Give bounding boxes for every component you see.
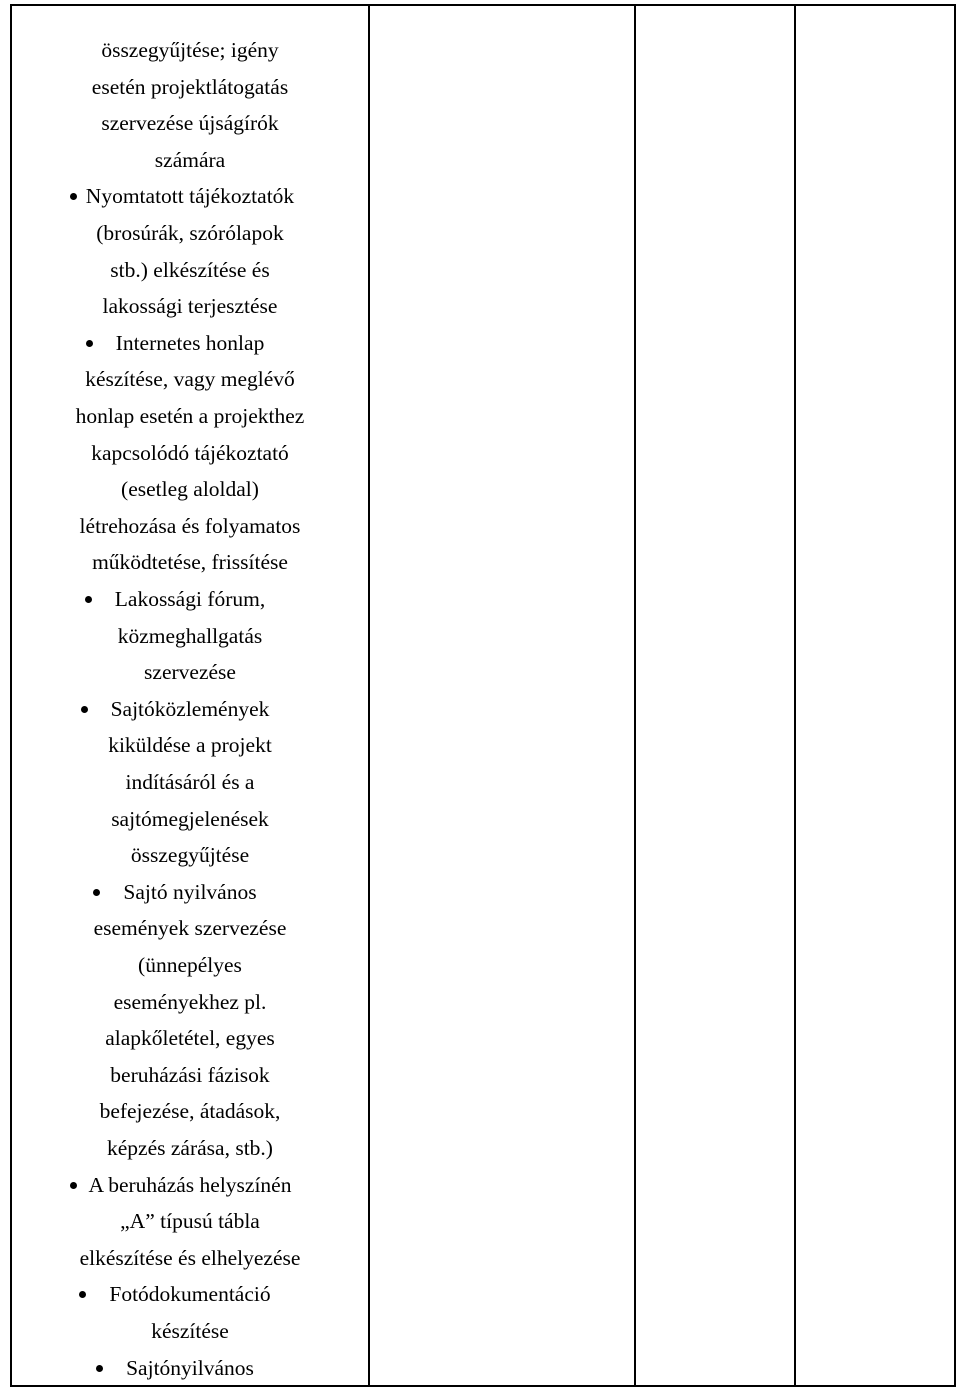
bullet-list-item [12,581,368,618]
line-text: képzés zárása, stb.) [107,1136,273,1160]
text-line [12,508,368,545]
text-line [12,837,368,874]
text-line [12,544,368,581]
table-cell-empty [636,6,794,1385]
line-text: (esetleg aloldal) [121,477,259,502]
line-text: Sajtó nyilvános [123,879,257,904]
text-line [12,435,368,472]
line-text: A beruházás helyszínén [88,1172,292,1197]
line-text: közmeghallgatás [117,623,263,648]
line-text: Fotódokumentáció [109,1282,271,1307]
bullet-list-item [12,178,368,215]
line-text: elkészítése és elhelyezése [79,1245,301,1270]
text-line [12,1093,368,1130]
text-line [12,1057,368,1094]
line-text: honlap esetén a projekthez [75,404,305,428]
text-line [12,105,368,142]
line-text: kapcsolódó tájékoztató [91,440,289,465]
bullet-icon [86,340,93,347]
line-text: (brosúrák, szórólapok [96,221,284,245]
table-cell-empty [796,6,954,1385]
text-line [12,1313,368,1350]
text-line [12,727,368,764]
line-text: létrehozása és folyamatos [79,513,301,538]
text-line [12,984,368,1021]
bullet-icon [70,1182,77,1189]
line-text: Sajtóközlemények [110,696,270,721]
text-line [12,1203,368,1240]
text-line [12,947,368,984]
line-text: Lakossági fórum, [114,587,266,611]
line-text: Internetes honlap [115,330,265,355]
line-text: beruházási fázisok [110,1062,270,1087]
line-text: (ünnepélyes [138,953,242,977]
bullet-icon [85,596,92,603]
line-text: „A” típusú tábla [120,1209,260,1234]
bullet-icon [96,1365,103,1372]
text-line [12,398,368,435]
text-line [12,910,368,947]
text-line [12,471,368,508]
bullet-list-item [12,325,368,362]
text-line [12,252,368,289]
line-text: összegyűjtése [130,843,250,868]
bullet-list-item [12,1350,368,1387]
text-line [12,142,368,179]
text-line [12,288,368,325]
text-line [12,69,368,106]
text-line [12,32,368,69]
line-text: sajtómegjelenések [111,806,269,831]
table-cell-activities [12,6,368,1385]
line-text: befejezése, átadások, [99,1099,281,1124]
bullet-list-item [12,1167,368,1204]
line-text: szervezése újságírók [101,111,279,136]
bullet-icon [93,889,100,896]
line-text: szervezése [144,660,236,685]
line-text: alapkőletétel, egyes [105,1026,275,1051]
table-cell-empty [370,6,634,1385]
text-line [12,215,368,252]
text-line [12,654,368,691]
line-text: eseményekhez pl. [113,989,267,1014]
text-line [12,1240,368,1277]
line-text: készítése, vagy meglévő [85,367,295,392]
line-text: lakossági terjesztése [102,294,278,319]
line-text: készítése [151,1319,229,1343]
text-line [12,618,368,655]
bullet-icon [79,1291,86,1298]
line-text: esetén projektlátogatás [91,74,289,99]
text-line [12,361,368,398]
line-text: számára [154,147,226,172]
line-text: indításáról és a [125,770,255,794]
bullet-list-item [12,874,368,911]
line-text: összegyűjtése; igény [101,38,279,62]
text-line [12,801,368,838]
bullet-list-item [12,691,368,728]
line-text: működtetése, frissítése [92,550,288,575]
bullet-list-item [12,1276,368,1313]
line-text: események szervezése [93,916,287,941]
line-text: kiküldése a projekt [108,733,272,758]
line-text: Sajtónyilvános [126,1355,254,1380]
text-line [12,1130,368,1167]
text-line [12,1020,368,1057]
line-text: Nyomtatott tájékoztatók [85,184,295,209]
bullet-icon [70,193,77,200]
document-table [10,4,956,1387]
line-text: stb.) elkészítése és [110,257,270,282]
bullet-icon [81,706,88,713]
text-line [12,764,368,801]
